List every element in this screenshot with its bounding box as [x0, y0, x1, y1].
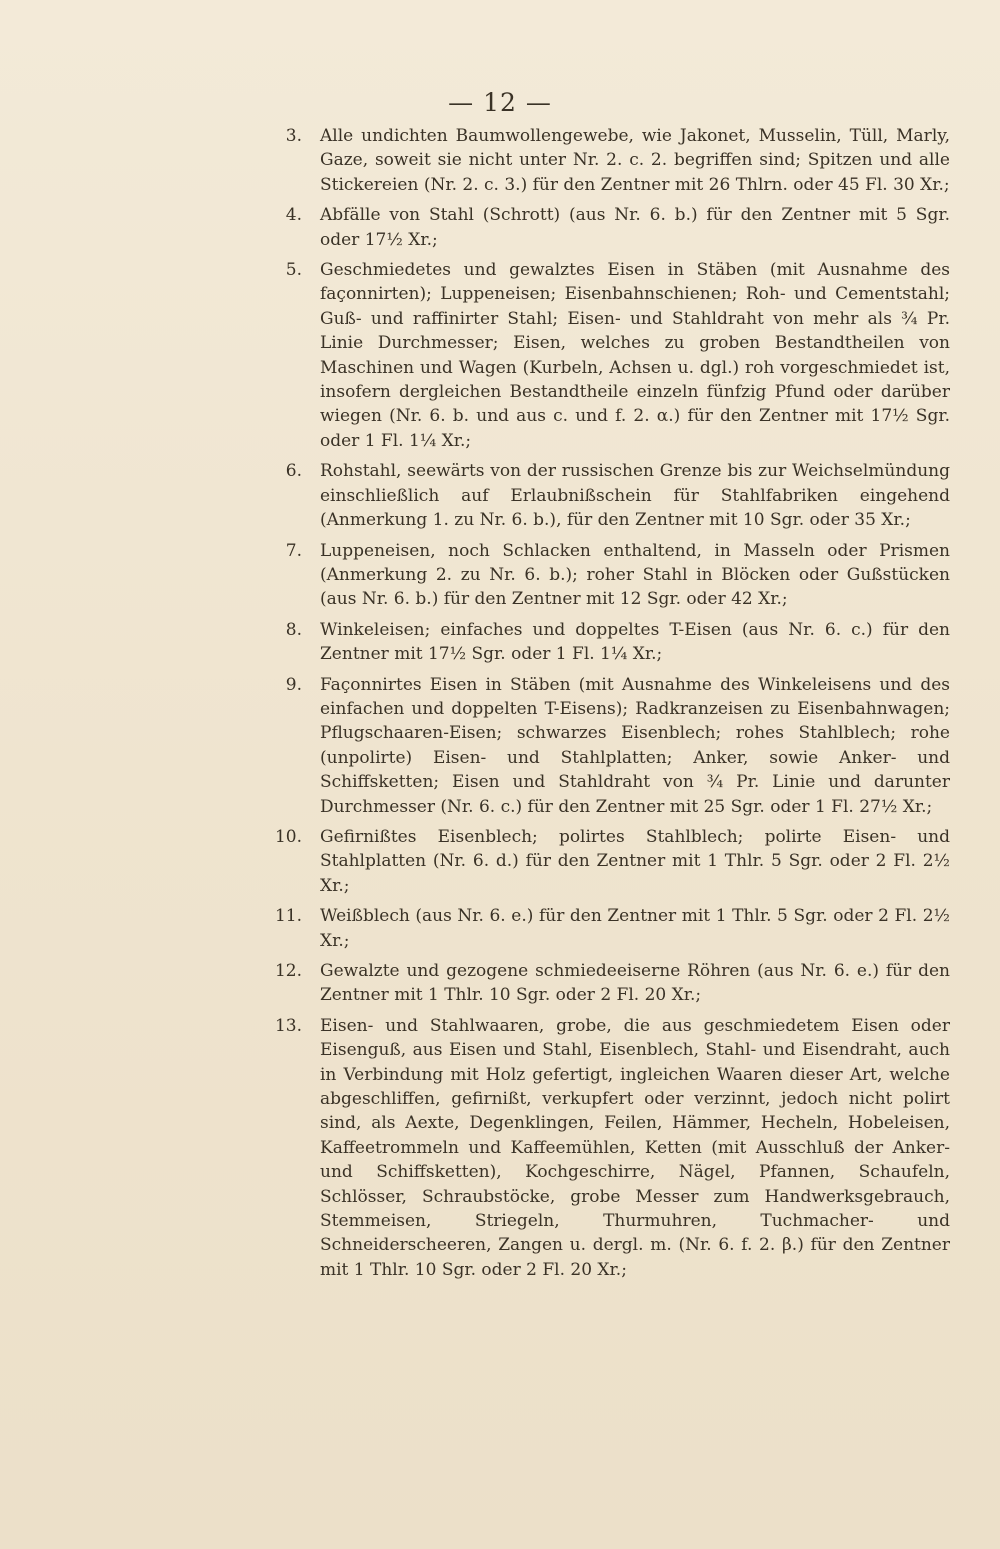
entry-text: Gewalzte und gezogene schmiedeeiserne Röhren (aus Nr. 6. e.) für den Zentner mit 1 Thlr. 10 Sgr. oder 2 Fl. 20 Xr.;	[320, 961, 950, 1006]
tariff-entry-5	[262, 258, 950, 453]
entry-text: Luppeneisen, noch Schlacken enthaltend, in Masseln oder Prismen (Anmerkung 2. zu Nr. 6. b.); roher Stahl in Blöcken oder Gußstücken (aus Nr. 6. b.) für den Zentner mit 12 Sgr. oder 42 Xr.;	[320, 540, 950, 610]
entry-text: Alle undichten Baumwollengewebe, wie Jakonet, Musselin, Tüll, Marly, Gaze, soweit sie nicht unter Nr. 2. c. 2. begriffen sind; Spitzen und alle Stickereien (Nr. 2. c. 3.) für den Zentner mit 26 Thlrn. oder 45 Fl. 30 Xr.;	[320, 126, 950, 195]
tariff-entry-list	[262, 124, 950, 1288]
entry-text: Winkeleisen; einfaches und doppeltes T-Eisen (aus Nr. 6. c.) für den Zentner mit 17½ Sgr. oder 1 Fl. 1¼ Xr.;	[320, 619, 950, 665]
page-number: — 12 —	[448, 88, 552, 117]
tariff-entry-3	[262, 124, 950, 197]
tariff-entry-8	[262, 618, 950, 667]
tariff-entry-6	[262, 459, 950, 532]
tariff-entry-7	[262, 539, 950, 612]
tariff-entry-4	[262, 203, 950, 252]
entry-text: Rohstahl, seewärts von der russischen Grenze bis zur Weichselmündung einschließlich auf Erlaubnißschein für Stahlfabriken eingehend (Anmerkung 1. zu Nr. 6. b.), für den Zentner mit 10 Sgr. oder 35 Xr.;	[320, 461, 950, 531]
tariff-entry-9	[262, 673, 950, 819]
entry-text: Eisen- und Stahlwaaren, grobe, die aus geschmiedetem Eisen oder Eisenguß, aus Eisen und Stahl, Eisenblech, Stahl- und Eisendraht, auch in Verbindung mit Holz gefertigt, ingleichen Waaren dieser Art, welche abgeschliffen, gefirnißt, verkupfert oder verzinnt, jedoch nicht polirt sind, als Aexte, Degenklingen, Feilen, Hämmer, Hecheln, Hobeleisen, Kaffeetrommeln und Kaffeemühlen, Ketten (mit Ausschluß der Anker- und Schiffsketten), Kochgeschirre, Nägel, Pfannen, Schaufeln, Schlösser, Schraubstöcke, grobe Messer zum Handwerksgebrauch, Stemmeisen, Striegeln, Thurmuhren, Tuchmacher- und Schneiderscheeren, Zangen u. dergl. m. (Nr. 6. f. 2. β.) für den Zentner mit 1 Thlr. 10 Sgr. oder 2 Fl. 20 Xr.;	[320, 1015, 950, 1280]
entry-number: 13.	[274, 1015, 302, 1036]
entry-number: 9.	[285, 674, 302, 695]
entry-text: Weißblech (aus Nr. 6. e.) für den Zentner mit 1 Thlr. 5 Sgr. oder 2 Fl. 2½ Xr.;	[320, 906, 950, 951]
entry-text: Geschmiedetes und gewalztes Eisen in Stäben (mit Ausnahme des façonnirten); Luppeneisen; Eisenbahnschienen; Roh- und Cementstahl; Guß- und raffinirter Stahl; Eisen- und Stahldraht von mehr als ¾ Pr. Linie Durchmesser; Eisen, welches zu groben Bestandtheilen von Maschinen und Wagen (Kurbeln, Achsen u. dgl.) roh vorgeschmiedet ist, insofern dergleichen Bestandtheile einzeln fünfzig Pfund oder darüber wiegen (Nr. 6. b. und aus c. und f. 2. α.) für den Zentner mit 17½ Sgr. oder 1 Fl. 1¼ Xr.;	[320, 260, 950, 451]
entry-number: 4.	[285, 205, 302, 226]
entry-number: 12.	[274, 961, 302, 981]
entry-number: 8.	[285, 619, 302, 640]
entry-number: 6.	[285, 461, 302, 482]
entry-text: Gefirnißtes Eisenblech; polirtes Stahlblech; polirte Eisen- und Stahlplatten (Nr. 6. d.) für den Zentner mit 1 Thlr. 5 Sgr. oder 2 Fl. 2½ Xr.;	[320, 826, 950, 896]
tariff-entry-11	[262, 904, 950, 953]
tariff-entry-12	[262, 959, 950, 1008]
entry-text: Façonnirtes Eisen in Stäben (mit Ausnahme des Winkeleisens und des einfachen und doppelten T-Eisens); Radkranzeisen zu Eisenbahnwagen; Pflugschaaren-Eisen; schwarzes Eisenblech; rohes Stahlblech; rohe (unpolirte) Eisen- und Stahlplatten; Anker, sowie Anker- und Schiffsketten; Eisen und Stahldraht von ¾ Pr. Linie und darunter Durchmesser (Nr. 6. c.) für den Zentner mit 25 Sgr. oder 1 Fl. 27½ Xr.;	[320, 674, 950, 817]
entry-text: Abfälle von Stahl (Schrott) (aus Nr. 6. b.) für den Zentner mit 5 Sgr. oder 17½ Xr.;	[320, 205, 950, 250]
entry-number: 3.	[285, 126, 302, 146]
tariff-entry-13	[262, 1014, 950, 1282]
entry-number: 5.	[285, 260, 302, 281]
tariff-entry-10	[262, 825, 950, 898]
entry-number: 10.	[274, 826, 302, 847]
entry-number: 11.	[274, 906, 302, 927]
entry-number: 7.	[285, 540, 302, 561]
